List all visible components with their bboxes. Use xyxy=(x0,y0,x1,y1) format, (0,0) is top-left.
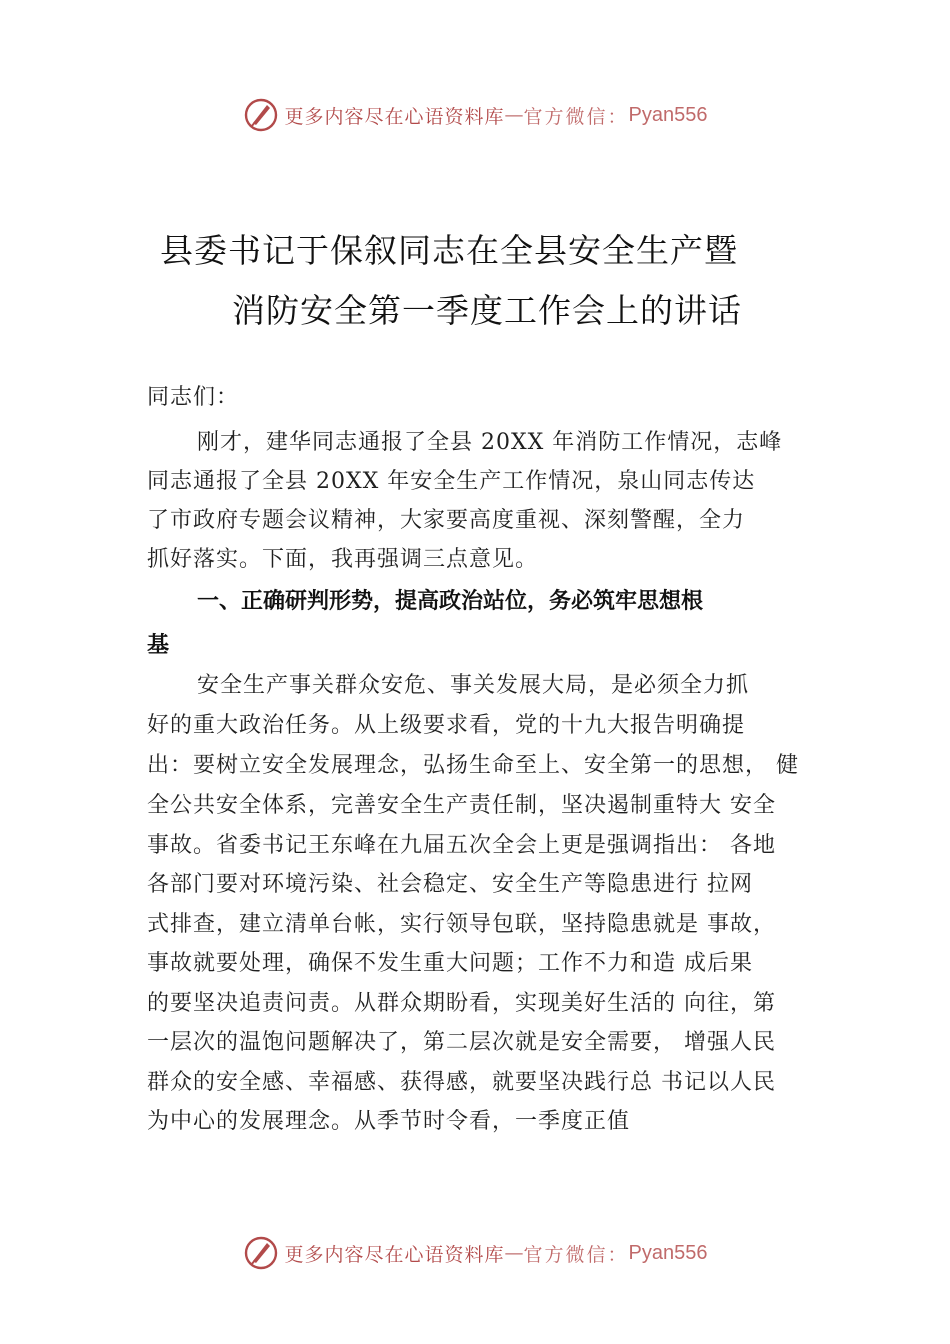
watermark-brand: 更多内容尽在心语资料库 xyxy=(284,105,505,128)
watermark-wechat-id: Pyan556 xyxy=(628,103,708,126)
paragraph-2-line: 事故就要处理，确保不发生重大问题；工作不力和造 成后果 xyxy=(147,951,753,976)
document-title-line-2: 消防安全第一季度工作会上的讲话 xyxy=(232,291,742,330)
paragraph-1-line: 了市政府专题会议精神，大家要高度重视、深刻警醒，全力 xyxy=(147,508,746,533)
watermark-separator: — xyxy=(504,1242,524,1264)
paragraph-2-line: 全公共安全体系，完善安全生产责任制，坚决遏制重特大 安全 xyxy=(147,793,776,818)
watermark-wechat-label: 官方微信： xyxy=(523,105,629,128)
quill-circle-logo-icon xyxy=(243,97,279,133)
paragraph-2-line: 为中心的发展理念。从季节时令看，一季度正值 xyxy=(147,1109,631,1134)
paragraph-2-line: 安全生产事关群众安危、事关发展大局，是必须全力抓 xyxy=(197,673,750,698)
paragraph-1-line: 刚才，建华同志通报了全县 20XX 年消防工作情况，志峰 xyxy=(197,430,783,455)
paragraph-1-line: 抓好落实。下面，我再强调三点意见。 xyxy=(147,547,539,572)
salutation: 同志们： xyxy=(147,385,240,410)
paragraph-2-line: 事故。省委书记王东峰在九届五次全会上更是强调指出： 各地 xyxy=(147,833,776,858)
paragraph-2-line: 出：要树立安全发展理念，弘扬生命至上、安全第一的思想， 健 xyxy=(147,753,799,778)
paragraph-2-line: 式排查，建立清单台帐，实行领导包联，坚持隐患就是 事故， xyxy=(147,912,776,937)
paragraph-2-line: 好的重大政治任务。从上级要求看，党的十九大报告明确提 xyxy=(147,713,746,738)
paragraph-2-line: 的要坚决追责问责。从群众期盼看，实现美好生活的 向往，第 xyxy=(147,991,776,1016)
document-title-line-1: 县委书记于保叙同志在全县安全生产暨 xyxy=(160,231,738,270)
section-heading-1: 一、正确研判形势，提高政治站位，务必筑牢思想根 xyxy=(197,589,704,614)
paragraph-2-line: 群众的安全感、幸福感、获得感，就要坚决践行总 书记以人民 xyxy=(147,1070,776,1095)
watermark-wechat-label: 官方微信： xyxy=(523,1243,629,1266)
paragraph-2-line: 各部门要对环境污染、社会稳定、安全生产等隐患进行 拉网 xyxy=(147,872,753,897)
section-heading-1-cont: 基 xyxy=(147,633,170,658)
watermark-banner-bottom xyxy=(0,1233,950,1273)
watermark-wechat-id: Pyan556 xyxy=(628,1241,708,1264)
paragraph-2-line: 一层次的温饱问题解决了，第二层次就是安全需要， 增强人民 xyxy=(147,1030,776,1055)
quill-circle-logo-icon xyxy=(243,1235,279,1271)
paragraph-1-line: 同志通报了全县 20XX 年安全生产工作情况，泉山同志传达 xyxy=(147,469,756,494)
watermark-banner-top xyxy=(0,95,950,135)
watermark-separator: — xyxy=(504,104,524,126)
watermark-brand: 更多内容尽在心语资料库 xyxy=(284,1243,505,1266)
